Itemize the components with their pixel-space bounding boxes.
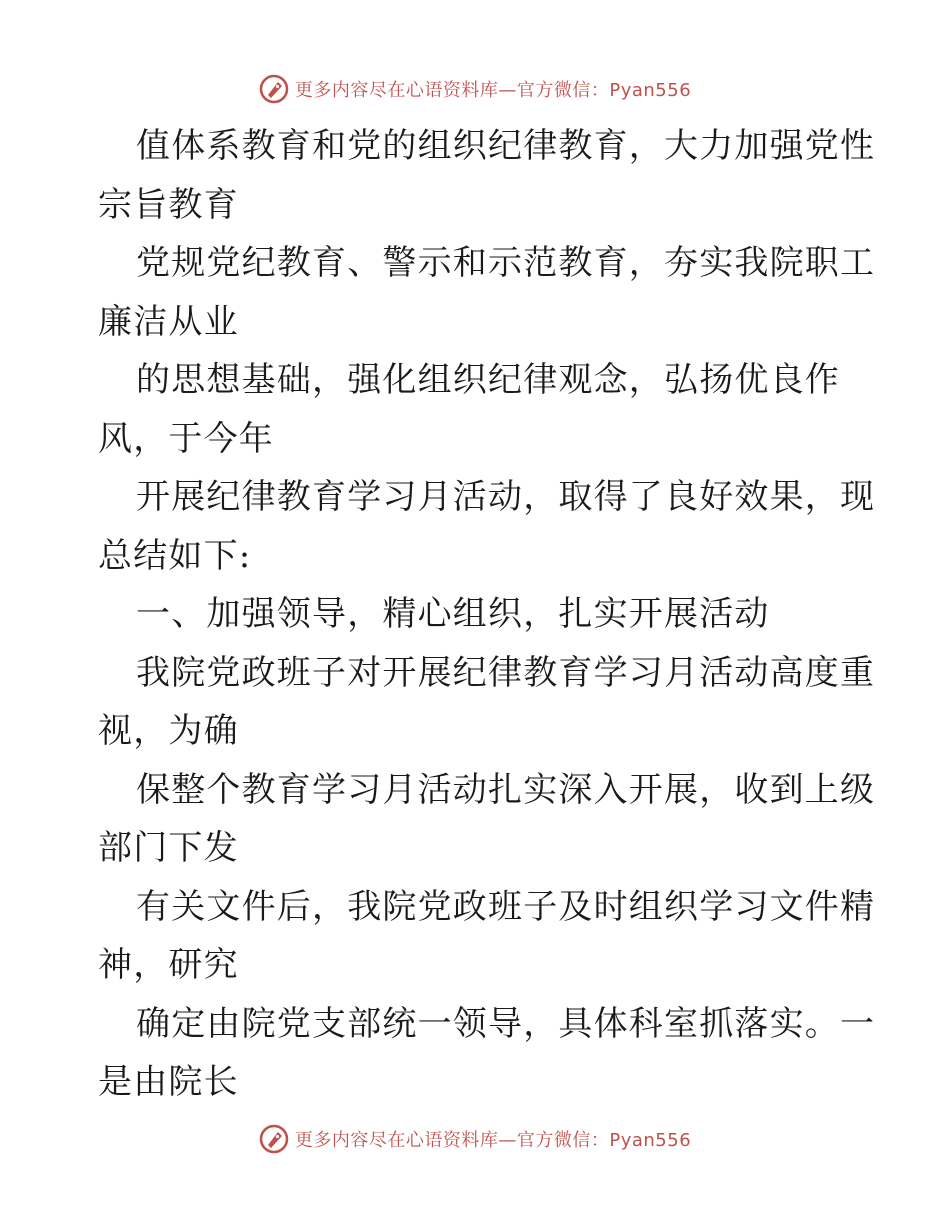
document-body: [98, 117, 876, 1112]
watermark-text: 更多内容尽在心语资料库—官方微信：Pyan556: [294, 1130, 692, 1151]
text-line: 有关文件后，我院党政班子及时组织学习文件精: [136, 886, 876, 927]
text-line: 值体系教育和党的组织纪律教育，大力加强党性: [136, 126, 876, 166]
footer-watermark: [0, 1122, 950, 1156]
header-watermark: [0, 72, 950, 106]
text-line: 确定由院党支部统一领导，具体科室抓落实。一: [136, 1003, 876, 1044]
text-line: 神，研究: [98, 945, 239, 985]
pen-nib-logo-icon: [259, 74, 289, 104]
text-line: 开展纪律教育学习月活动，取得了良好效果，现: [136, 477, 876, 517]
watermark-text: 更多内容尽在心语资料库—官方微信：Pyan556: [294, 80, 692, 101]
text-line: 部门下发: [98, 828, 239, 868]
text-line: 我院党政班子对开展纪律教育学习月活动高度重: [136, 652, 876, 693]
text-line: 的思想基础，强化组织纪律观念，弘扬优良作: [136, 360, 840, 400]
text-line: 宗旨教育: [98, 184, 239, 225]
text-line: 总结如下:: [98, 535, 252, 576]
text-line: 廉洁从业: [98, 301, 239, 342]
text-line: 风，于今年: [98, 418, 274, 459]
text-line: 视，为确: [98, 711, 239, 751]
section-heading: 一、加强领导，精心组织，扎实开展活动: [136, 594, 770, 634]
text-line: 党规党纪教育、警示和示范教育，夯实我院职工: [136, 243, 876, 283]
pen-nib-logo-icon: [259, 1124, 289, 1154]
text-line: 是由院长: [98, 1062, 239, 1102]
text-line: 保整个教育学习月活动扎实深入开展，收到上级: [136, 769, 876, 810]
